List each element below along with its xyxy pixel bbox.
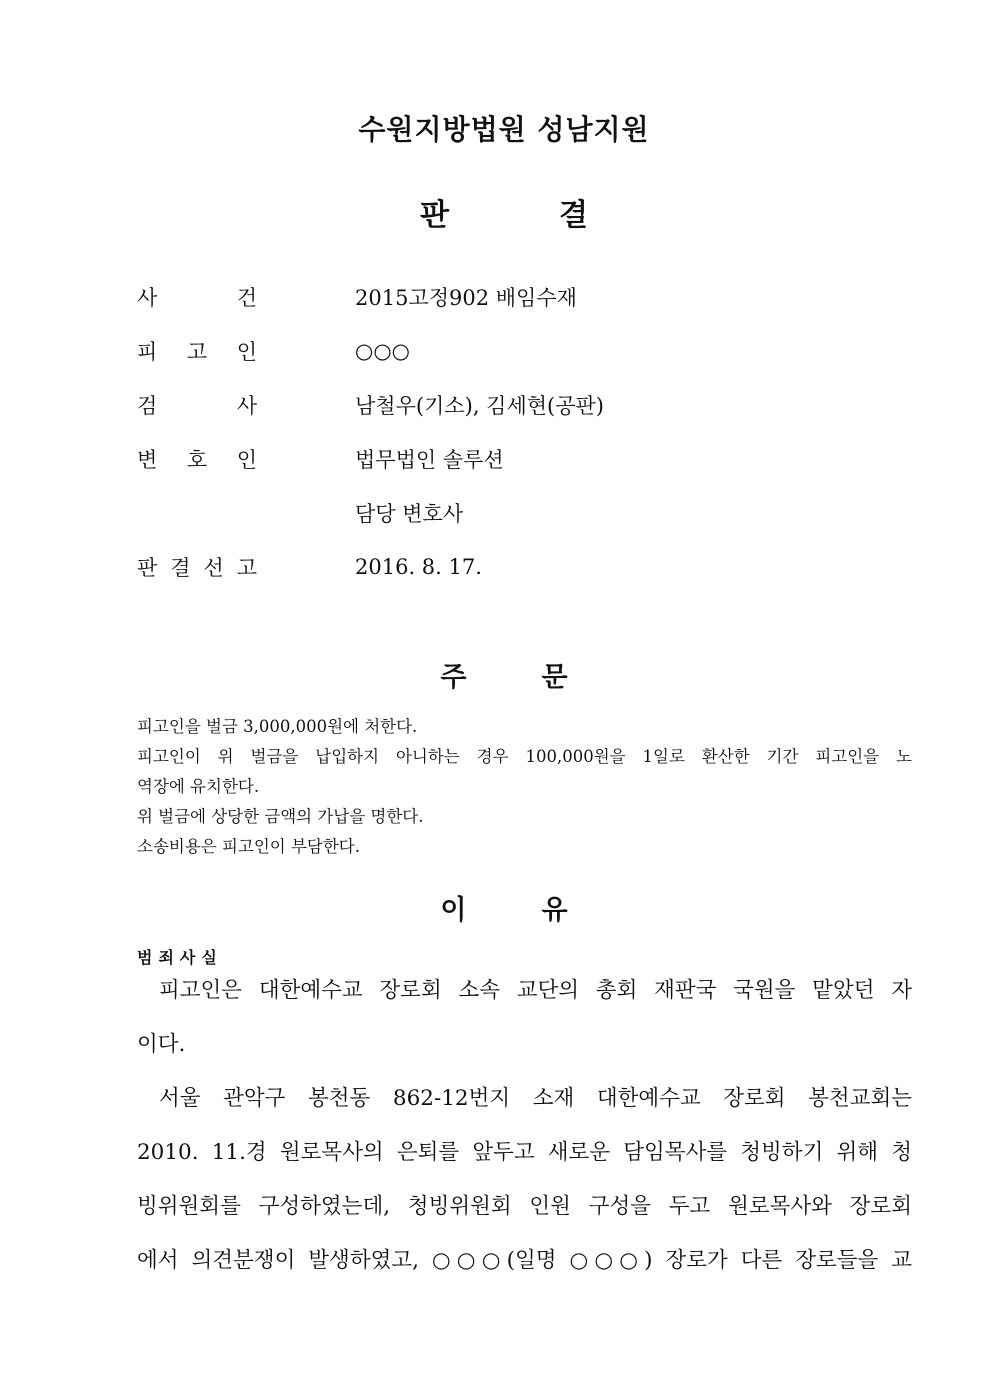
info-label: 피 고 인 bbox=[137, 340, 257, 364]
title-char-left: 판 bbox=[420, 198, 449, 233]
info-label: 사 건 bbox=[137, 286, 257, 310]
counsel-firm: 법무법인 솔루션 bbox=[355, 448, 504, 472]
case-info bbox=[137, 270, 917, 594]
court-name: 수원지방법원 성남지원 bbox=[358, 113, 650, 146]
order-text bbox=[137, 712, 912, 862]
document-title bbox=[0, 190, 1008, 234]
info-label: 판 결 선 고 bbox=[137, 556, 257, 580]
facts-label: 범죄사실 bbox=[137, 948, 223, 967]
info-row-prosecutor bbox=[137, 378, 917, 432]
info-row-counsel-attorney bbox=[137, 486, 917, 540]
info-row-case bbox=[137, 270, 917, 324]
body-line: 피고인은 대한예수교 장로회 소속 교단의 총회 재판국 국원을 맡았던 자 bbox=[159, 978, 912, 1003]
order-heading: 주 문 bbox=[440, 662, 568, 693]
defendant-name: ○○○ bbox=[355, 339, 410, 363]
order-line: 역장에 유치한다. bbox=[137, 777, 260, 796]
prosecutor-names: 남철우(기소), 김세현(공판) bbox=[355, 394, 604, 418]
info-label: 검 사 bbox=[137, 394, 257, 418]
body-line: 서울 관악구 봉천동 862-12번지 소재 대한예수교 장로회 봉천교회는 bbox=[159, 1086, 912, 1111]
info-label: 변 호 인 bbox=[137, 448, 257, 472]
order-line: 소송비용은 피고인이 부담한다. bbox=[137, 837, 360, 856]
body-line: 2010. 11.경 원로목사의 은퇴를 앞두고 새로운 담임목사를 청빙하기 위해 청 bbox=[137, 1140, 912, 1165]
info-row-defendant bbox=[137, 324, 917, 378]
order-line: 위 벌금에 상당한 금액의 가납을 명한다. bbox=[137, 807, 424, 826]
reason-heading: 이 유 bbox=[440, 895, 568, 926]
counsel-attorney: 담당 변호사 bbox=[355, 502, 464, 526]
case-number: 2015고정902 배임수재 bbox=[355, 286, 577, 310]
body-line: 이다. bbox=[137, 1032, 186, 1057]
body-line: 에서 의견분쟁이 발생하였고, ○○○(일명 ○○○) 장로가 다른 장로들을 교 bbox=[137, 1248, 912, 1273]
body-line: 빙위원회를 구성하였는데, 청빙위원회 인원 구성을 두고 원로목사와 장로회 bbox=[137, 1194, 912, 1219]
order-line: 피고인이 위 벌금을 납입하지 아니하는 경우 100,000원을 1일로 환산한 기간 피고인을 노 bbox=[137, 747, 912, 766]
sentence-date: 2016. 8. 17. bbox=[355, 555, 482, 579]
title-char-right: 결 bbox=[559, 198, 588, 233]
order-line: 피고인을 벌금 3,000,000원에 처한다. bbox=[137, 717, 418, 736]
info-row-sentence-date bbox=[137, 540, 917, 594]
info-row-counsel bbox=[137, 432, 917, 486]
